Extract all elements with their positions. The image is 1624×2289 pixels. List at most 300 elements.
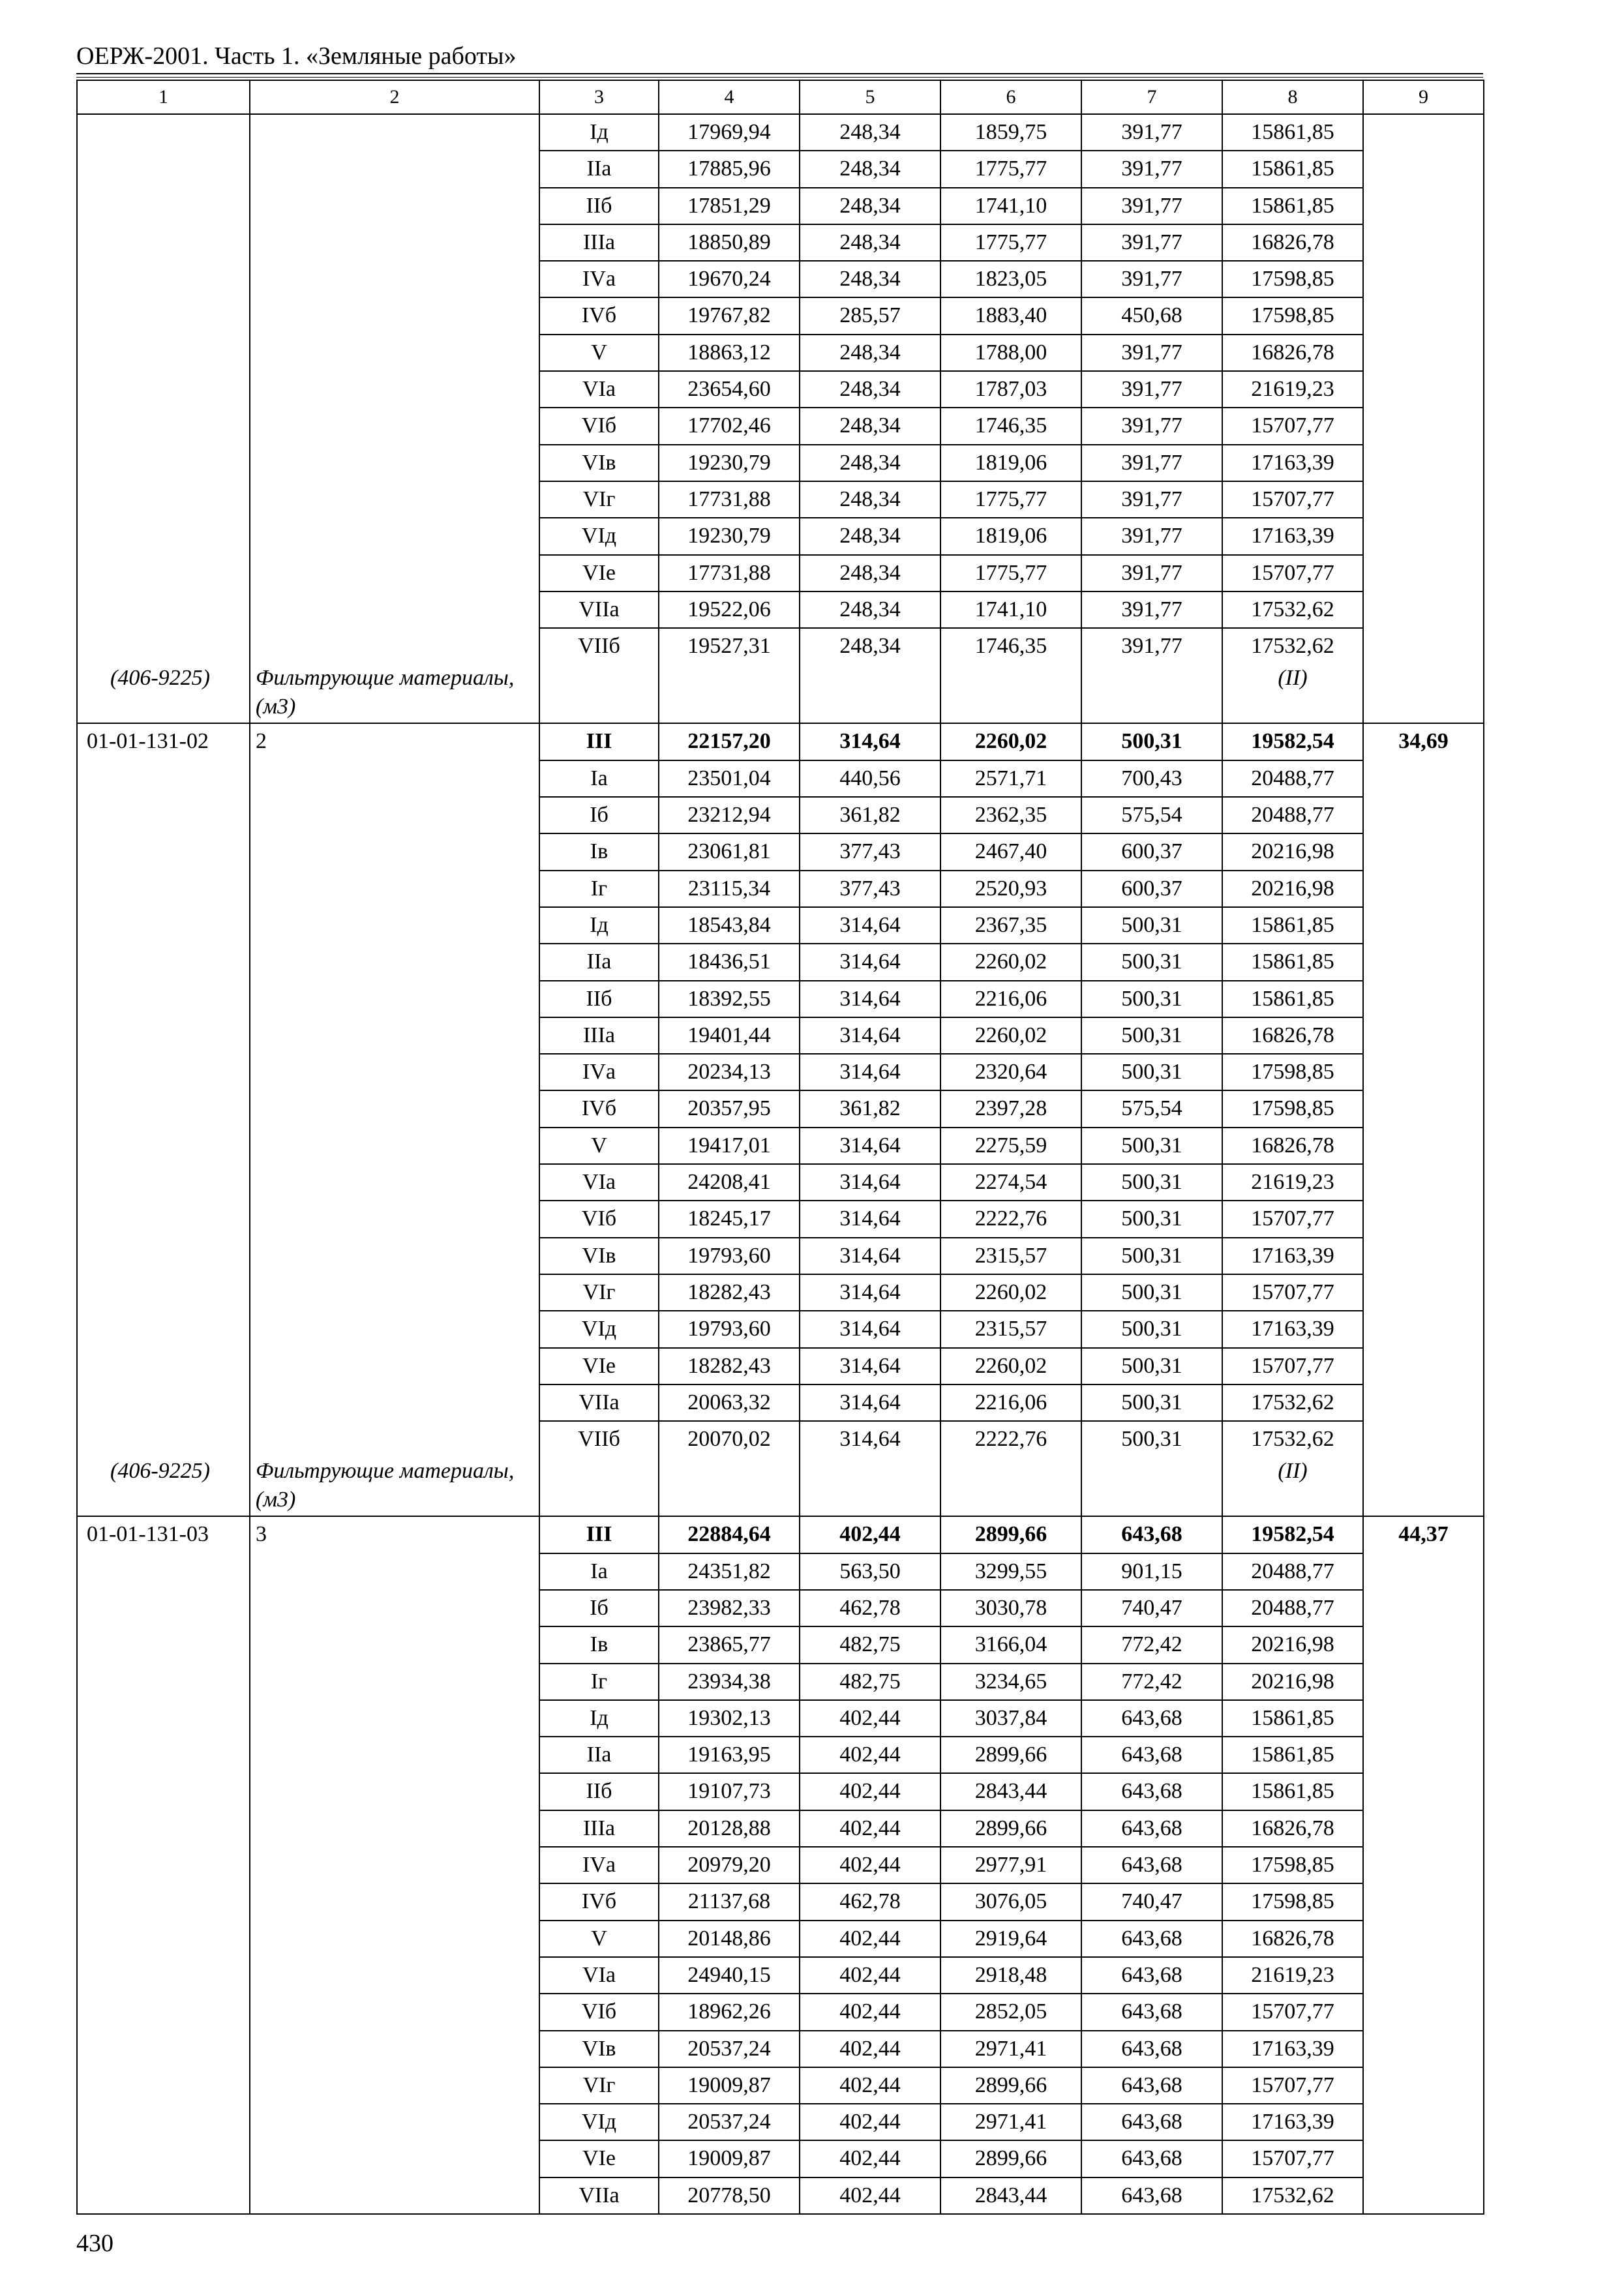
table-cell: 19582,54 [1222, 723, 1363, 760]
table-cell: 500,31 [1081, 1128, 1222, 1164]
table-cell: 17598,85 [1222, 1847, 1363, 1883]
table-cell: 19230,79 [659, 445, 800, 481]
table-row [77, 2140, 1484, 2177]
table-cell [77, 1311, 250, 1347]
table-cell [250, 1737, 539, 1773]
table-cell: VIа [539, 1957, 659, 1994]
table-row [77, 224, 1484, 261]
page-header-title: ОЕРЖ-2001. Часть 1. «Земляные работы» [76, 42, 517, 70]
table-cell [77, 1700, 250, 1737]
table-cell: 19793,60 [659, 1311, 800, 1347]
table-cell: 402,44 [800, 1810, 940, 1847]
table-cell: 2260,02 [940, 1274, 1081, 1311]
table-cell [77, 1957, 250, 1994]
table-row [77, 1384, 1484, 1421]
table-cell: 314,64 [800, 981, 940, 1017]
table-cell: 2260,02 [940, 1017, 1081, 1054]
table-cell: 24351,82 [659, 1553, 800, 1590]
table-cell: 402,44 [800, 2140, 940, 2177]
table-row [77, 1274, 1484, 1311]
table-cell [250, 1090, 539, 1127]
table-cell [250, 1883, 539, 1920]
table-cell: 575,54 [1081, 797, 1222, 833]
table-cell: 20063,32 [659, 1384, 800, 1421]
table-cell: 17885,96 [659, 151, 800, 187]
table-cell: 2919,64 [940, 1921, 1081, 1957]
table-cell: 18282,43 [659, 1274, 800, 1311]
table-cell: 314,64 [800, 1384, 940, 1421]
table-cell: 450,68 [1081, 297, 1222, 334]
table-cell [1363, 797, 1484, 833]
table-cell [77, 481, 250, 518]
table-cell: 17851,29 [659, 188, 800, 224]
table-cell [1363, 1994, 1484, 2030]
table-cell [77, 1274, 250, 1311]
table-row [77, 445, 1484, 481]
table-cell [250, 1921, 539, 1957]
table-cell: 314,64 [800, 1128, 940, 1164]
table-cell: 20128,88 [659, 1810, 800, 1847]
table-cell: 1823,05 [940, 261, 1081, 297]
table-cell: 500,31 [1081, 1017, 1222, 1054]
table-cell [1363, 1017, 1484, 1054]
table-cell: 20148,86 [659, 1921, 800, 1957]
table-row [77, 1164, 1484, 1201]
table-cell: VIIа [539, 2177, 659, 2214]
table-cell: 391,77 [1081, 555, 1222, 591]
table-cell: 17598,85 [1222, 1054, 1363, 1090]
table-cell: 2274,54 [940, 1164, 1081, 1201]
table-cell: IVб [539, 1090, 659, 1127]
table-cell: 391,77 [1081, 628, 1222, 664]
table-cell: 643,68 [1081, 1773, 1222, 1810]
table-cell [250, 1421, 539, 1457]
table-cell [77, 297, 250, 334]
material-code: (406-9225) [77, 1457, 250, 1516]
table-cell: 500,31 [1081, 723, 1222, 760]
table-row [77, 188, 1484, 224]
rate-code: 01-01-131-02 [77, 723, 250, 760]
table-cell [250, 981, 539, 1017]
table-cell: 15861,85 [1222, 151, 1363, 187]
table-row [77, 833, 1484, 870]
table-cell: 740,47 [1081, 1590, 1222, 1626]
table-cell: 15861,85 [1222, 1737, 1363, 1773]
table-cell: 1775,77 [940, 481, 1081, 518]
column-header: 6 [940, 80, 1081, 114]
table-cell: 2899,66 [940, 1810, 1081, 1847]
table-cell: 643,68 [1081, 2031, 1222, 2067]
table-row [77, 2177, 1484, 2214]
table-cell: 2260,02 [940, 723, 1081, 760]
table-cell [250, 2177, 539, 2214]
table-cell [250, 1773, 539, 1810]
table-cell [1363, 907, 1484, 944]
table-cell: 19401,44 [659, 1017, 800, 1054]
table-cell [250, 1664, 539, 1700]
table-cell: 16826,78 [1222, 1017, 1363, 1054]
table-row [77, 1054, 1484, 1090]
table-cell: 18392,55 [659, 981, 800, 1017]
table-cell: 1775,77 [940, 555, 1081, 591]
table-cell [77, 1883, 250, 1920]
table-row [77, 2067, 1484, 2104]
table-cell: 314,64 [800, 1421, 940, 1457]
table-cell: 248,34 [800, 591, 940, 628]
table-cell [250, 2067, 539, 2104]
table-row [77, 1553, 1484, 1590]
table-cell: 3166,04 [940, 1626, 1081, 1663]
table-cell: 643,68 [1081, 1957, 1222, 1994]
table-cell: 391,77 [1081, 591, 1222, 628]
table-cell: 2899,66 [940, 1516, 1081, 1553]
table-cell: 248,34 [800, 555, 940, 591]
table-cell: 17598,85 [1222, 261, 1363, 297]
table-cell: 391,77 [1081, 408, 1222, 444]
table-cell: III [539, 723, 659, 760]
table-cell [1363, 2067, 1484, 2104]
table-cell [250, 1847, 539, 1883]
table-cell: 643,68 [1081, 2104, 1222, 2140]
table-cell: 16826,78 [1222, 1921, 1363, 1957]
table-cell [250, 1553, 539, 1590]
table-row [77, 760, 1484, 797]
table-cell: 772,42 [1081, 1626, 1222, 1663]
table-cell: 19163,95 [659, 1737, 800, 1773]
table-cell: Iд [539, 1700, 659, 1737]
table-cell [77, 1054, 250, 1090]
table-cell: 2260,02 [940, 1348, 1081, 1384]
table-row [77, 871, 1484, 907]
table-row [77, 1664, 1484, 1700]
table-cell: 20537,24 [659, 2104, 800, 2140]
table-cell [250, 114, 539, 151]
table-cell [77, 760, 250, 797]
table-cell: 24940,15 [659, 1957, 800, 1994]
table-cell [1363, 1553, 1484, 1590]
table-cell: Iв [539, 833, 659, 870]
table-row [77, 1238, 1484, 1274]
table-cell [1363, 2140, 1484, 2177]
table-cell: 16826,78 [1222, 1810, 1363, 1847]
table-cell: 740,47 [1081, 1883, 1222, 1920]
table-cell [940, 664, 1081, 723]
table-cell [250, 1810, 539, 1847]
table-cell: 20488,77 [1222, 760, 1363, 797]
table-cell: 314,64 [800, 1054, 940, 1090]
table-cell: 17702,46 [659, 408, 800, 444]
table-cell [1363, 1883, 1484, 1920]
table-cell: 17532,62 [1222, 628, 1363, 664]
table-cell: 20357,95 [659, 1090, 800, 1127]
table-cell: 482,75 [800, 1626, 940, 1663]
table-cell: VIв [539, 445, 659, 481]
table-cell: 1775,77 [940, 224, 1081, 261]
table-cell: 2216,06 [940, 981, 1081, 1017]
table-cell: 16826,78 [1222, 335, 1363, 371]
table-cell [1363, 224, 1484, 261]
table-cell: VIа [539, 1164, 659, 1201]
table-cell: 248,34 [800, 518, 940, 554]
table-cell: 391,77 [1081, 335, 1222, 371]
table-cell: VIIб [539, 628, 659, 664]
table-cell: 16826,78 [1222, 224, 1363, 261]
table-cell: 391,77 [1081, 518, 1222, 554]
table-cell: IIа [539, 944, 659, 980]
table-cell: 2275,59 [940, 1128, 1081, 1164]
table-cell: 20216,98 [1222, 833, 1363, 870]
table-cell: 18863,12 [659, 335, 800, 371]
table-cell: 23115,34 [659, 871, 800, 907]
column-number-row [77, 80, 1484, 114]
table-cell: 1788,00 [940, 335, 1081, 371]
table-cell: 1775,77 [940, 151, 1081, 187]
table-cell [77, 833, 250, 870]
table-cell: 17163,39 [1222, 1311, 1363, 1347]
table-cell [250, 1164, 539, 1201]
table-cell: 643,68 [1081, 2177, 1222, 2214]
table-cell: 1819,06 [940, 518, 1081, 554]
table-row [77, 151, 1484, 187]
table-cell [250, 833, 539, 870]
table-cell: Iа [539, 760, 659, 797]
page-number: 430 [76, 2230, 113, 2257]
table-cell [77, 335, 250, 371]
table-cell [77, 1348, 250, 1384]
table-cell: III [539, 1516, 659, 1553]
table-cell: 23212,94 [659, 797, 800, 833]
table-cell [1363, 628, 1484, 664]
table-row [77, 1737, 1484, 1773]
table-cell [250, 1311, 539, 1347]
table-cell: 20488,77 [1222, 797, 1363, 833]
material-row [77, 664, 1484, 723]
table-cell [1363, 1128, 1484, 1164]
table-row [77, 481, 1484, 518]
table-cell: 15707,77 [1222, 1994, 1363, 2030]
table-cell: IIб [539, 981, 659, 1017]
table-cell: 3299,55 [940, 1553, 1081, 1590]
table-cell: 19582,54 [1222, 1516, 1363, 1553]
table-cell [1363, 833, 1484, 870]
table-cell: VIв [539, 1238, 659, 1274]
table-cell [800, 664, 940, 723]
table-cell: 3076,05 [940, 1883, 1081, 1920]
table-cell [77, 1737, 250, 1773]
table-cell: 314,64 [800, 1348, 940, 1384]
table-cell: 391,77 [1081, 445, 1222, 481]
table-cell [659, 1457, 800, 1516]
table-cell: Iв [539, 1626, 659, 1663]
table-row [77, 1626, 1484, 1663]
table-cell: 1746,35 [940, 408, 1081, 444]
column-header: 9 [1363, 80, 1484, 114]
table-cell [1363, 151, 1484, 187]
table-cell [250, 1700, 539, 1737]
table-row [77, 1201, 1484, 1237]
table-cell: VIе [539, 555, 659, 591]
table-cell: 22884,64 [659, 1516, 800, 1553]
table-cell: 17532,62 [1222, 1421, 1363, 1457]
table-row [77, 1773, 1484, 1810]
table-cell [659, 664, 800, 723]
table-cell: 15707,77 [1222, 2067, 1363, 2104]
table-cell: 643,68 [1081, 1921, 1222, 1957]
table-row [77, 591, 1484, 628]
table-cell: 17731,88 [659, 555, 800, 591]
table-cell: Iг [539, 871, 659, 907]
rates-table [76, 80, 1484, 2215]
column-header: 1 [77, 80, 250, 114]
table-cell [250, 261, 539, 297]
table-cell [1363, 1457, 1484, 1516]
table-cell: 500,31 [1081, 907, 1222, 944]
table-cell: 2843,44 [940, 1773, 1081, 1810]
table-cell [1363, 664, 1484, 723]
table-cell: VIе [539, 1348, 659, 1384]
table-cell: IVа [539, 1847, 659, 1883]
table-cell: 20216,98 [1222, 1626, 1363, 1663]
table-row-main [77, 723, 1484, 760]
material-row [77, 1457, 1484, 1516]
table-row [77, 518, 1484, 554]
table-cell: VIб [539, 408, 659, 444]
table-cell [1363, 1201, 1484, 1237]
table-cell [250, 2104, 539, 2140]
table-cell [1081, 1457, 1222, 1516]
table-cell: 20234,13 [659, 1054, 800, 1090]
table-cell: 2918,48 [940, 1957, 1081, 1994]
table-cell [77, 1664, 250, 1700]
table-cell: V [539, 1128, 659, 1164]
table-cell: 23865,77 [659, 1626, 800, 1663]
table-cell: 2222,76 [940, 1421, 1081, 1457]
table-cell: VIIб [539, 1421, 659, 1457]
table-cell [77, 1384, 250, 1421]
table-cell: 18543,84 [659, 907, 800, 944]
table-cell: V [539, 1921, 659, 1957]
material-name: Фильтрующие материалы, (м3) [250, 664, 539, 723]
table-cell [77, 1994, 250, 2030]
table-cell: 2315,57 [940, 1238, 1081, 1274]
table-cell: 314,64 [800, 907, 940, 944]
table-cell: 500,31 [1081, 944, 1222, 980]
column-header: 7 [1081, 80, 1222, 114]
table-cell: 391,77 [1081, 261, 1222, 297]
table-cell: IIа [539, 1737, 659, 1773]
table-cell: 24208,41 [659, 1164, 800, 1201]
table-cell [77, 2140, 250, 2177]
table-cell: 17598,85 [1222, 297, 1363, 334]
table-cell: 18282,43 [659, 1348, 800, 1384]
table-cell: 2852,05 [940, 1994, 1081, 2030]
material-name: Фильтрующие материалы, (м3) [250, 1457, 539, 1516]
table-cell: 2971,41 [940, 2031, 1081, 2067]
table-cell: Iб [539, 1590, 659, 1626]
table-cell [77, 1164, 250, 1201]
rate-name: 3 [250, 1516, 539, 1553]
table-cell: 643,68 [1081, 1737, 1222, 1773]
table-cell [77, 2177, 250, 2214]
table-cell: 462,78 [800, 1883, 940, 1920]
table-cell [250, 1201, 539, 1237]
table-cell: 600,37 [1081, 833, 1222, 870]
table-cell: 19670,24 [659, 261, 800, 297]
table-cell: 19302,13 [659, 1700, 800, 1737]
table-cell [250, 1128, 539, 1164]
table-cell: 500,31 [1081, 1238, 1222, 1274]
table-cell: 2222,76 [940, 1201, 1081, 1237]
table-cell [250, 797, 539, 833]
table-row [77, 1810, 1484, 1847]
table-cell [1363, 1238, 1484, 1274]
table-cell [1363, 1348, 1484, 1384]
table-cell: 15707,77 [1222, 408, 1363, 444]
table-cell: 314,64 [800, 1311, 940, 1347]
table-cell: 643,68 [1081, 1700, 1222, 1737]
table-cell: 15707,77 [1222, 481, 1363, 518]
table-cell [250, 1017, 539, 1054]
table-cell: 402,44 [800, 1847, 940, 1883]
table-cell [1363, 1164, 1484, 1201]
table-cell [250, 628, 539, 664]
table-row [77, 297, 1484, 334]
table-cell [77, 151, 250, 187]
table-cell: VIд [539, 2104, 659, 2140]
table-cell [1363, 1700, 1484, 1737]
table-cell: 17532,62 [1222, 2177, 1363, 2214]
table-cell: 2899,66 [940, 2140, 1081, 2177]
table-cell [250, 1274, 539, 1311]
table-cell: 500,31 [1081, 1384, 1222, 1421]
table-cell [1363, 261, 1484, 297]
table-cell: 15861,85 [1222, 907, 1363, 944]
table-row [77, 1994, 1484, 2030]
table-cell: 248,34 [800, 114, 940, 151]
table-row [77, 1590, 1484, 1626]
table-cell: 15861,85 [1222, 1700, 1363, 1737]
table-cell: 1819,06 [940, 445, 1081, 481]
table-cell: 402,44 [800, 2031, 940, 2067]
table-cell [250, 188, 539, 224]
table-cell: 20979,20 [659, 1847, 800, 1883]
table-cell [77, 1847, 250, 1883]
table-cell: 314,64 [800, 1238, 940, 1274]
table-cell: IIIа [539, 224, 659, 261]
table-cell: 2843,44 [940, 2177, 1081, 2214]
table-cell: 21619,23 [1222, 371, 1363, 408]
table-cell: 391,77 [1081, 188, 1222, 224]
table-cell [250, 408, 539, 444]
table-cell: 462,78 [800, 1590, 940, 1626]
table-cell: VIIа [539, 591, 659, 628]
table-cell: 377,43 [800, 833, 940, 870]
material-mark: (II) [1222, 1457, 1363, 1516]
table-cell: VIд [539, 518, 659, 554]
table-cell: 2520,93 [940, 871, 1081, 907]
table-cell [250, 871, 539, 907]
table-cell [77, 1090, 250, 1127]
table-cell: 391,77 [1081, 114, 1222, 151]
table-cell [1363, 518, 1484, 554]
table-cell: 23982,33 [659, 1590, 800, 1626]
table-cell: 15707,77 [1222, 2140, 1363, 2177]
table-cell [1363, 1773, 1484, 1810]
column-header: 3 [539, 80, 659, 114]
table-cell: 1883,40 [940, 297, 1081, 334]
table-row [77, 907, 1484, 944]
table-row [77, 981, 1484, 1017]
